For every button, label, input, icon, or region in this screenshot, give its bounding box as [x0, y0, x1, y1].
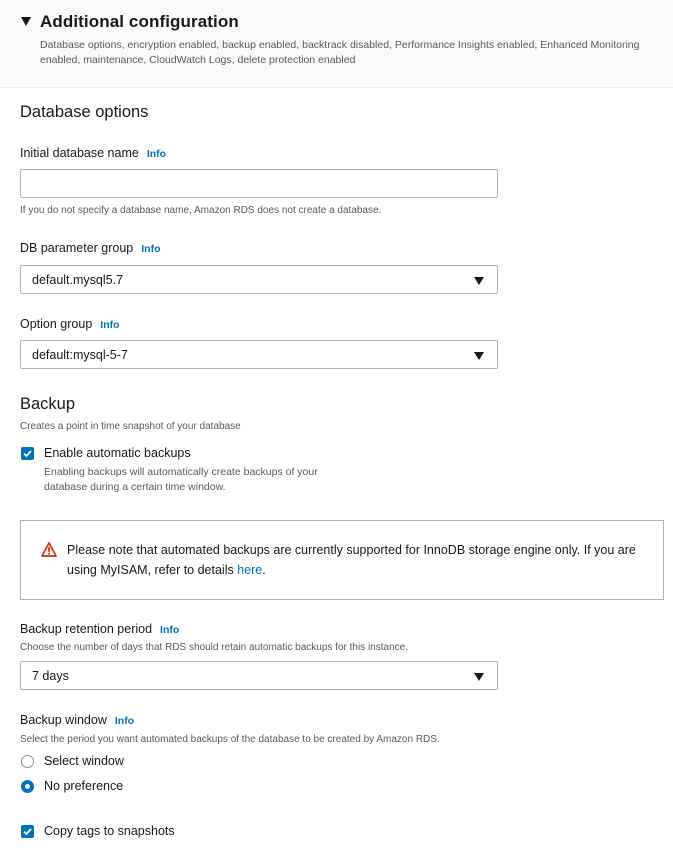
- parameter-group-label-row: [20, 241, 161, 255]
- backup-window-label-row: [20, 713, 134, 727]
- checkmark-icon: [22, 448, 33, 459]
- no-preference-radio[interactable]: [21, 780, 34, 793]
- retention-value: 7 days: [32, 669, 69, 683]
- dropdown-arrow-icon: [474, 277, 484, 285]
- option-group-info-link[interactable]: Info: [100, 319, 120, 331]
- retention-label-row: [20, 622, 179, 636]
- backup-window-label: Backup window: [20, 713, 107, 727]
- option-group-value: default:mysql-5-7: [32, 348, 128, 362]
- parameter-group-label: DB parameter group: [20, 241, 134, 255]
- warning-triangle-icon: [41, 542, 57, 557]
- copy-tags-label[interactable]: Copy tags to snapshots: [44, 824, 175, 838]
- copy-tags-checkbox[interactable]: [21, 825, 34, 838]
- alert-text: Please note that automated backups are currently supported for InnoDB storage engine only. If you are using MyISAM, refer to details: [67, 543, 636, 577]
- dropdown-arrow-icon: [474, 352, 484, 360]
- option-group-label: Option group: [20, 317, 93, 331]
- section-summary: Database options, encryption enabled, backup enabled, backtrack disabled, Performance Insights enabled, Enhanced Monitoring enabled, maintenance, CloudWatch Logs, delete protection enabled: [40, 39, 640, 66]
- database-options-heading: Database options: [20, 103, 149, 121]
- checkmark-icon: [22, 826, 33, 837]
- additional-configuration-header: [0, 0, 673, 88]
- option-group-label-row: [20, 317, 120, 331]
- backup-heading: Backup: [20, 395, 76, 413]
- select-window-radio[interactable]: [21, 755, 34, 768]
- initial-db-name-info-link[interactable]: Info: [146, 148, 167, 160]
- backup-window-description: Select the period you want automated backups of the database to be created by Amazon RDS.: [20, 734, 440, 745]
- initial-db-name-hint: If you do not specify a database name, Amazon RDS does not create a database.: [20, 205, 382, 216]
- section-title[interactable]: Additional configuration: [40, 12, 239, 31]
- backup-engine-alert: [20, 520, 664, 600]
- retention-info-link[interactable]: Info: [160, 624, 180, 636]
- initial-db-name-label-row: [20, 146, 166, 160]
- retention-label: Backup retention period: [20, 622, 153, 636]
- select-window-label[interactable]: Select window: [44, 754, 124, 768]
- parameter-group-info-link[interactable]: Info: [141, 243, 161, 255]
- enable-automatic-backups-description: Enabling backups will automatically create backups of your database during a certain time window.: [44, 466, 318, 493]
- retention-select[interactable]: [20, 661, 498, 690]
- caret-down-icon[interactable]: [21, 17, 31, 26]
- alert-suffix: .: [262, 563, 266, 577]
- parameter-group-select[interactable]: [20, 265, 498, 294]
- enable-automatic-backups-checkbox[interactable]: [21, 447, 34, 460]
- alert-details-link[interactable]: here: [237, 563, 263, 577]
- initial-db-name-input[interactable]: [20, 169, 498, 198]
- retention-description: Choose the number of days that RDS should retain automatic backups for this instance.: [20, 642, 408, 653]
- no-preference-label[interactable]: No preference: [44, 779, 124, 793]
- option-group-select[interactable]: [20, 340, 498, 369]
- backup-window-info-link[interactable]: Info: [114, 715, 135, 727]
- enable-automatic-backups-label[interactable]: Enable automatic backups: [44, 446, 191, 460]
- dropdown-arrow-icon: [474, 673, 484, 681]
- backup-description: Creates a point in time snapshot of your database: [20, 421, 241, 432]
- initial-db-name-label: Initial database name: [20, 146, 139, 160]
- alert-message: [67, 540, 647, 580]
- parameter-group-value: default.mysql5.7: [32, 273, 124, 287]
